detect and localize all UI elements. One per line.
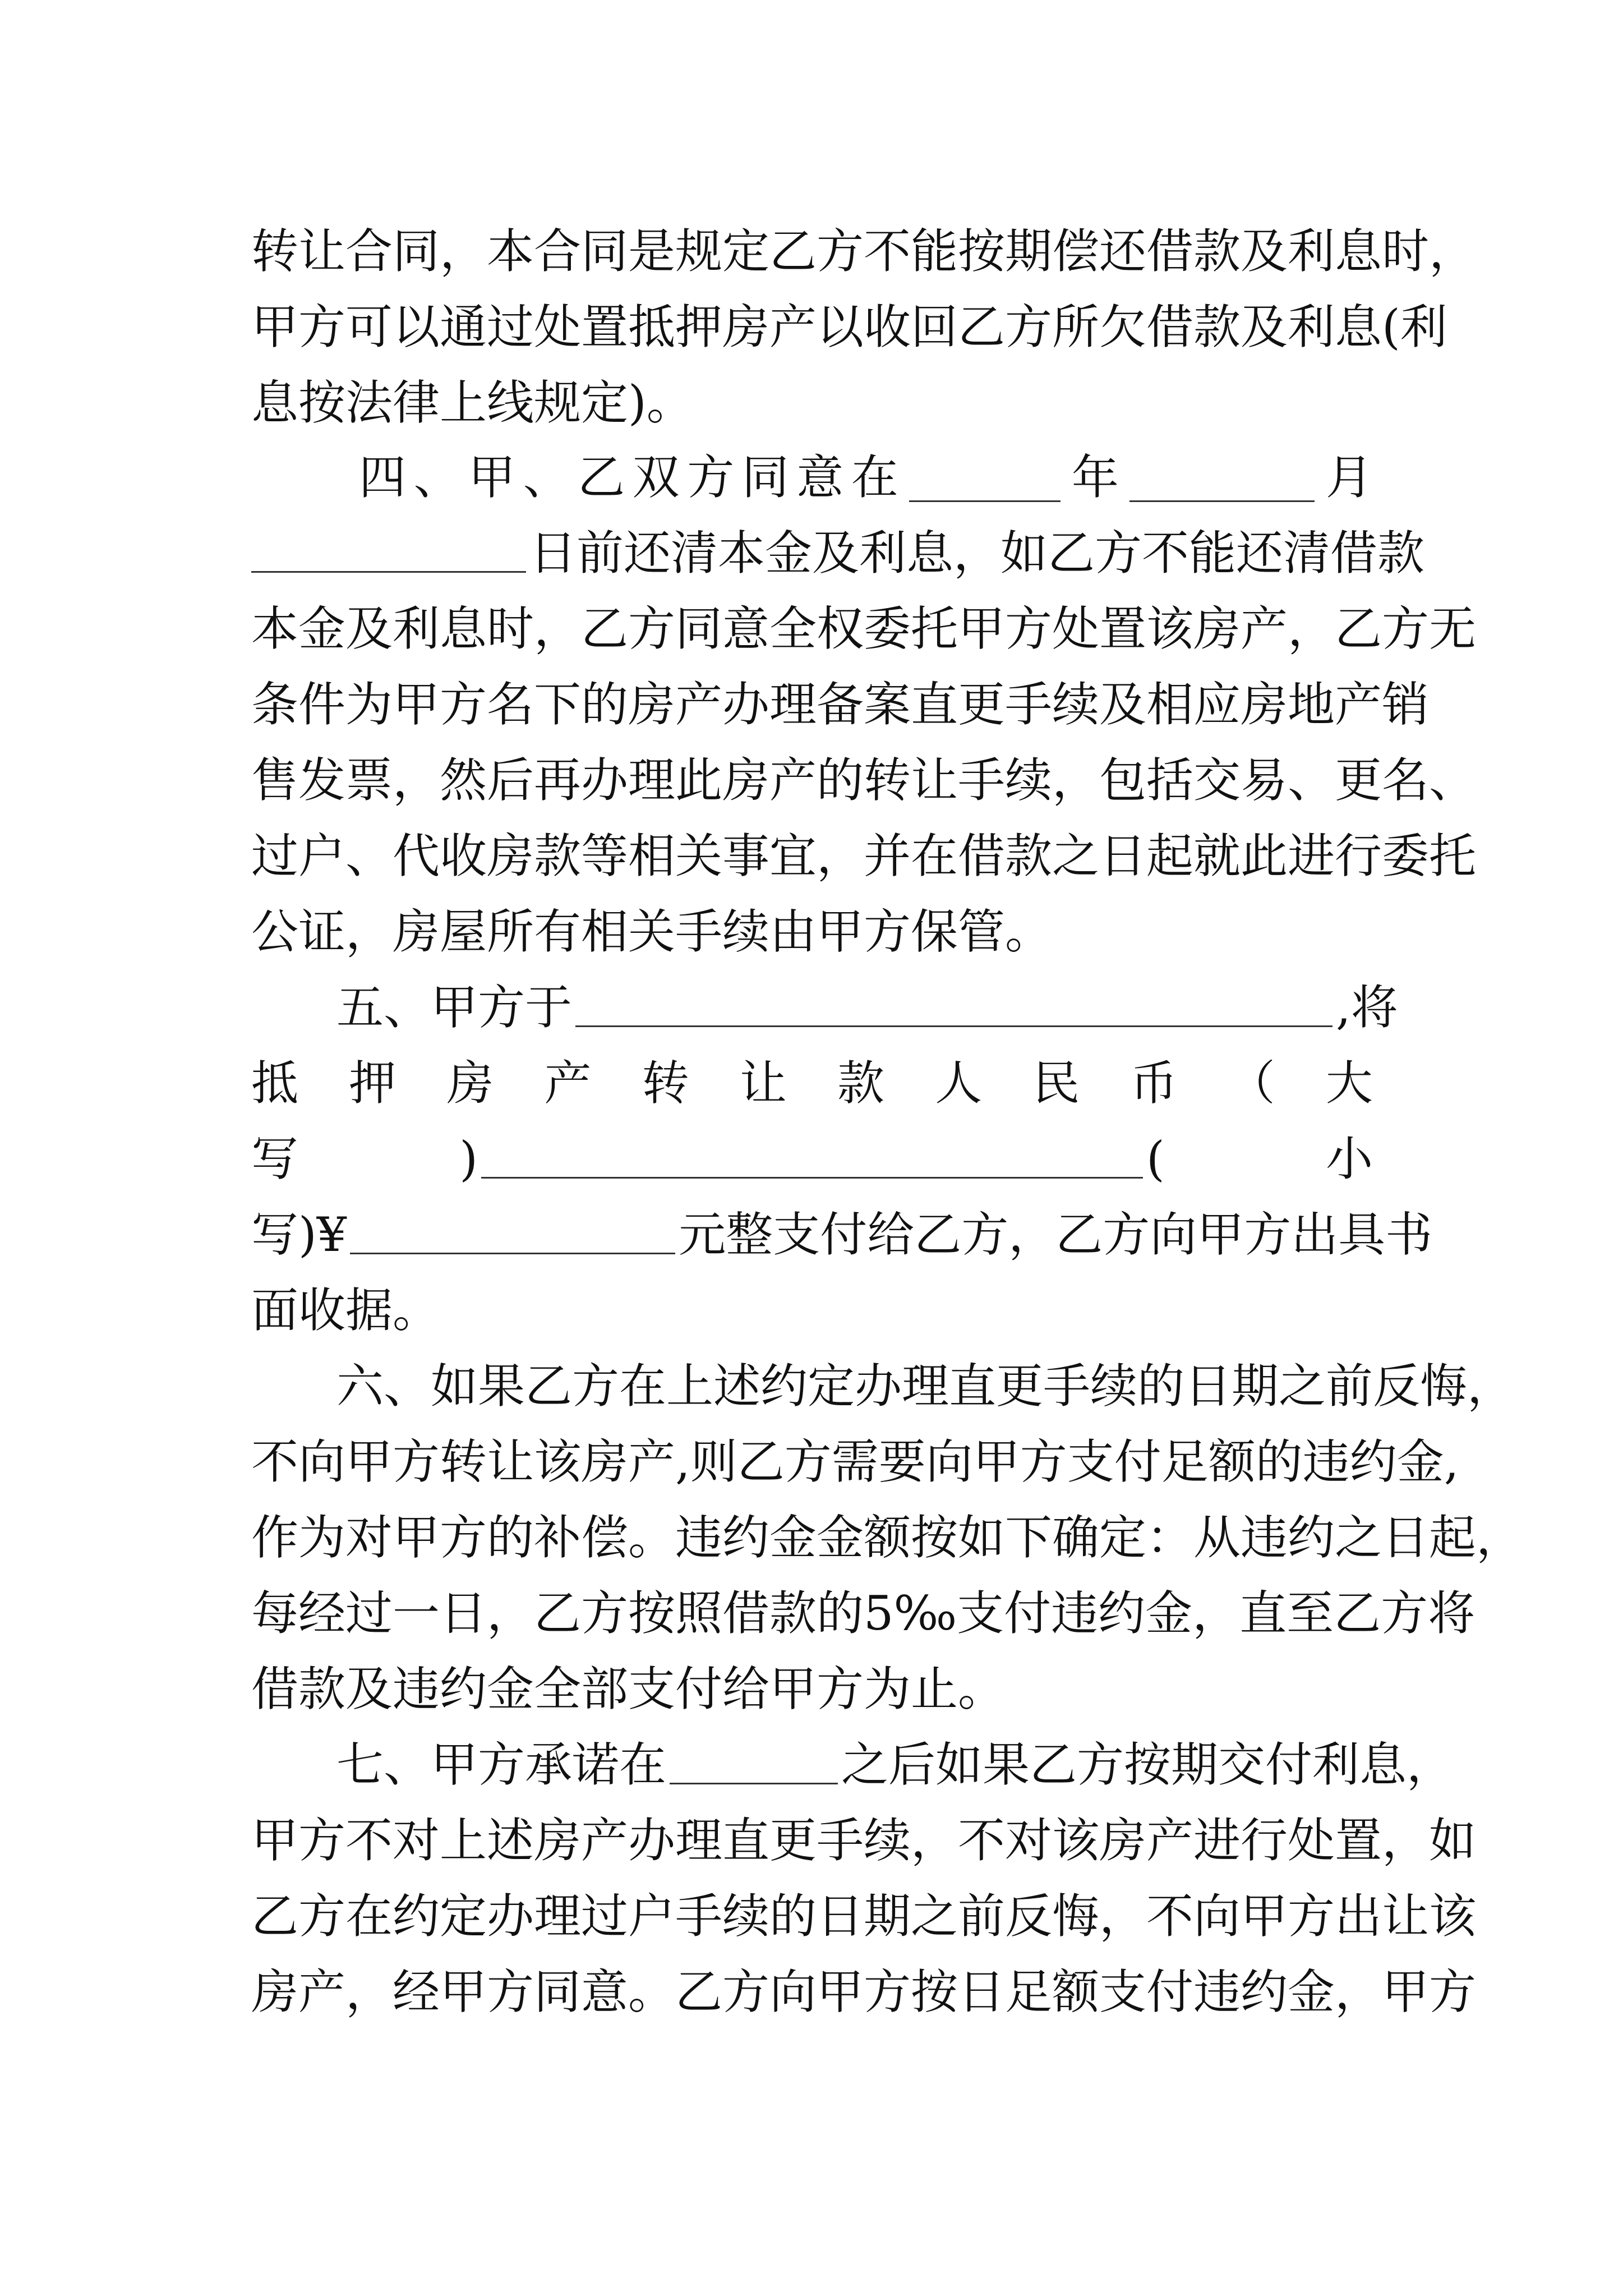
text-line: 甲方不对上述房产办理直更手续，不对该房产进行处置，如 [251, 1813, 1477, 1868]
text-line: 公证，房屋所有相关手续由甲方保管。 [251, 904, 1053, 959]
text-line: 每经过一日，乙方按照借款的5‰支付违约金，直至乙方将 [251, 1586, 1476, 1641]
clause-5-line: 五、甲方于 ,将 [336, 968, 1373, 1047]
amount-lowercase-blank [350, 1205, 675, 1254]
text-line: 日前还清本金及利息，如乙方不能还清借款 [251, 514, 1373, 592]
text-line: 转让合同，本合同是规定乙方不能按期偿还借款及利息时， [251, 224, 1477, 279]
text-line: 甲方可以通过处置抵押房产以收回乙方所欠借款及利息(利 [251, 300, 1447, 355]
clause-7-line: 七、甲方承诺在 之后如果乙方按期交付利息， [336, 1726, 1373, 1804]
clause-4-line: 四 、 甲 、 乙 双 方 同 意 在 年 月 [359, 450, 1373, 505]
month-blank [1129, 453, 1315, 502]
text-line: 售发票，然后再办理此房产的转让手续，包括交易、更名、 [251, 753, 1477, 808]
text-line: 条件为甲方名下的房产办理备案直更手续及相应房地产销 [251, 677, 1430, 732]
text-line: 本金及利息时，乙方同意全权委托甲方处置该房产，乙方无 [251, 601, 1477, 656]
text-line: 面收据。 [251, 1283, 440, 1338]
clause-5-uppercase-line: 写 ) ( 小 [251, 1120, 1373, 1198]
clause-5-amount-line: 抵 押 房 产 转 让 款 人 民 币 （ 大 [251, 1056, 1373, 1111]
text-line: 不向甲方转让该房产,则乙方需要向甲方支付足额的违约金, [251, 1434, 1459, 1489]
day-blank [251, 524, 526, 573]
amount-uppercase-blank [481, 1130, 1143, 1179]
year-blank [909, 453, 1061, 502]
clause-5-lowercase-line: 写)¥ 元整支付给乙方，乙方向甲方出具书 [251, 1195, 1373, 1274]
text-line: 息按法律上线规定)。 [251, 375, 694, 430]
text-line: 六、如果乙方在上述约定办理直更手续的日期之前反悔， [336, 1359, 1515, 1414]
date-blank [575, 978, 1332, 1027]
clause-7-blank [670, 1736, 838, 1784]
text-line: 乙方在约定办理过户手续的日期之前反悔，不向甲方出让该 [251, 1889, 1477, 1944]
text-line: 作为对甲方的补偿。违约金金额按如下确定：从违约之日起， [251, 1510, 1524, 1565]
text-line: 借款及违约金全部支付给甲方为止。 [251, 1662, 1006, 1717]
text-line: 过户、代收房款等相关事宜，并在借款之日起就此进行委托 [251, 829, 1477, 884]
text-line: 房产，经甲方同意。乙方向甲方按日足额支付违约金，甲方 [251, 1964, 1477, 2019]
